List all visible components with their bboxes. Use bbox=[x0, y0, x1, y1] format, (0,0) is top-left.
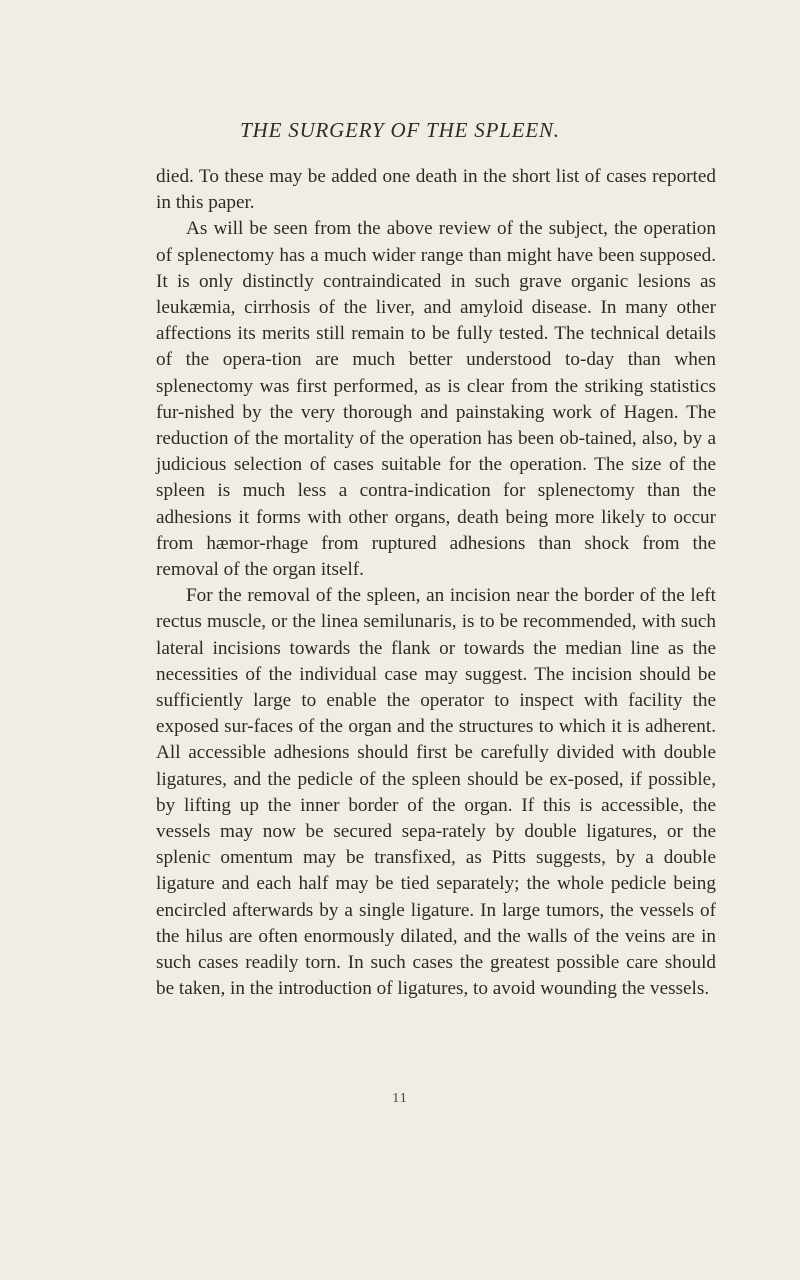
paragraph: For the removal of the spleen, an incision near the border of the left rectus muscle, or the linea semilunaris, is to be recommended, with such lateral incisions towards the flank or towards the median line as the necessities of the individual case may suggest. The incision should be sufficiently large to enable the operator to inspect with facility the exposed sur-faces of the organ and the structures to which it is adherent. All accessible adhesions should first be carefully divided with double ligatures, and the pedicle of the spleen should be ex-posed, if possible, by lifting up the inner border of the organ. If this is accessible, the vessels may now be secured sepa-rately by double ligatures, or the splenic omentum may be transfixed, as Pitts suggests, by a double ligature and each half may be tied separately; the whole pedicle being encircled afterwards by a single ligature. In large tumors, the vessels of the hilus are often enormously dilated, and the walls of the veins are in such cases readily torn. In such cases the greatest possible care should be taken, in the introduction of ligatures, to avoid wounding the vessels. bbox=[156, 585, 716, 1000]
page-number: 11 bbox=[392, 1091, 408, 1106]
running-head: THE SURGERY OF THE SPLEEN. bbox=[240, 118, 560, 142]
paragraph: As will be seen from the above review of the subject, the operation of splenectomy has a much wider range than might have been supposed. It is only distinctly contraindicated in such grave organic lesions as leukæmia, cirrhosis of the liver, and amyloid disease. In many other affections its merits still remain to be fully tested. The technical details of the opera-tion are much better understood to-day than when splenectomy was first performed, as is clear from the striking statistics fur-nished by the very thorough and painstaking work of Hagen. The reduction of the mortality of the operation has been ob-tained, also, by a judicious selection of cases suitable for the operation. The size of the spleen is much less a contra-indication for splenectomy than the adhesions it forms with other organs, death being more likely to occur from hæmor-rhage from ruptured adhesions than shock from the removal of the organ itself. bbox=[156, 218, 716, 581]
paragraph: died. To these may be added one death in the short list of cases reported in this paper. bbox=[156, 166, 716, 214]
body-text bbox=[156, 164, 716, 1003]
